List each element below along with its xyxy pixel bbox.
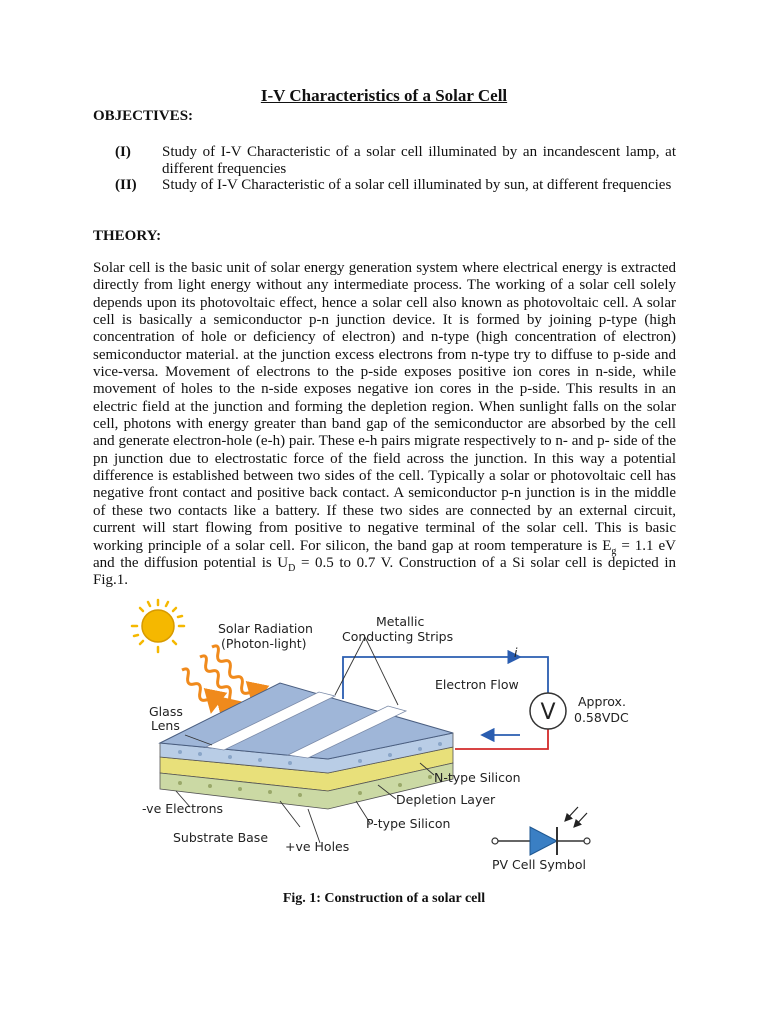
objective-number: (I) xyxy=(115,144,131,160)
theory-text-part: = 1.1 eV and the diffusion potential is U xyxy=(93,537,676,571)
objective-number: (II) xyxy=(115,177,137,193)
solar-radiation-rays xyxy=(182,646,254,708)
holes-label: +ve Holes xyxy=(285,839,350,854)
objective-item xyxy=(93,177,676,211)
figure-caption: Fig. 1: Construction of a solar cell xyxy=(282,891,486,906)
approx-label: Approx. xyxy=(578,694,626,709)
page-title: I-V Characteristics of a Solar Cell xyxy=(260,86,508,105)
objectives-heading: OBJECTIVES: xyxy=(93,108,194,124)
objective-text: Study of I-V Characteristic of a solar cell illuminated by sun, at different frequencies xyxy=(162,177,672,193)
objective-item xyxy=(93,144,676,178)
current-label: i xyxy=(514,645,518,660)
lens-label: Lens xyxy=(151,718,180,733)
subscript-d: D xyxy=(288,562,296,574)
glass-label: Glass xyxy=(149,704,183,719)
theory-text-part: Solar cell is the basic unit of solar energy generation system where electrical energy is extracted directly from light energy without any intermediate process. The working of a solar cell solely depends upon its photovoltaic effect, hence a solar cell also known as photovoltaic cell. A solar cell is basically a semiconductor p-n junction device. It is formed by joining p-type (high concentration of hole or deficiency of electron) and n-type (high concentration of electron) semiconductor material. at the junction excess electrons from n-type try to diffuse to p-side and vice-versa. Movement of electrons to the p-side exposes positive ion cores in n-side, while movement of holes to the n-side exposes negative ion cores in the p-side. This results in an electric field at the junction and forming the depletion region. When sunlight falls on the solar cell, photons with energy greater than band gap of the semiconductor are absorbed by the cell and generate electron-hole (e-h) pair. These e-h pairs migrate respectively to n- and p- side of the pn junction due to electrostatic force of the field across the junction. In this way a potential difference is established between two sides of the cell. Typically a solar or photovoltaic cell has negative front contact and positive back contact. A semiconductor p-n junction is in the middle of these two contacts like a battery. If these two sides are connected by an external circuit, current will start flowing from positive to negative terminal of the solar cell. This is basic working principle of a solar cell. For silicon, the band gap at room temperature is E xyxy=(93,260,676,554)
voltage-label: 0.58VDC xyxy=(574,710,629,725)
p-type-silicon-label: P-type Silicon xyxy=(366,816,451,831)
depletion-layer-label: Depletion Layer xyxy=(396,792,496,807)
subscript-g: g xyxy=(611,545,617,557)
solar-cell-block xyxy=(160,683,453,809)
solar-radiation-label: Solar Radiation xyxy=(218,621,313,636)
solar-cell-diagram xyxy=(120,595,629,885)
conducting-strips-label: Conducting Strips xyxy=(342,629,454,644)
pv-cell-symbol-label: PV Cell Symbol xyxy=(492,857,586,872)
electrons-label: -ve Electrons xyxy=(142,801,224,816)
electron-flow-label: Electron Flow xyxy=(435,677,519,692)
n-type-silicon-label: N-type Silicon xyxy=(434,770,521,785)
substrate-base-label: Substrate Base xyxy=(173,830,269,845)
objective-text: Study of I-V Characteristic of a solar cell illuminated by an incandescent lamp, at different frequencies xyxy=(162,144,676,177)
solar-cell-figure xyxy=(120,595,629,885)
voltmeter-label: V xyxy=(540,700,556,725)
photon-light-label: (Photon-light) xyxy=(221,636,307,651)
pv-cell-symbol-icon xyxy=(492,807,590,855)
metallic-label: Metallic xyxy=(376,614,425,629)
theory-heading: THEORY: xyxy=(93,228,162,244)
voltmeter-icon xyxy=(530,693,566,729)
theory-text-part: = 0.5 to 0.7 V. Construction of a Si solar cell is depicted in Fig.1. xyxy=(93,554,676,589)
theory-paragraph xyxy=(93,260,676,590)
sun-icon xyxy=(132,600,184,652)
